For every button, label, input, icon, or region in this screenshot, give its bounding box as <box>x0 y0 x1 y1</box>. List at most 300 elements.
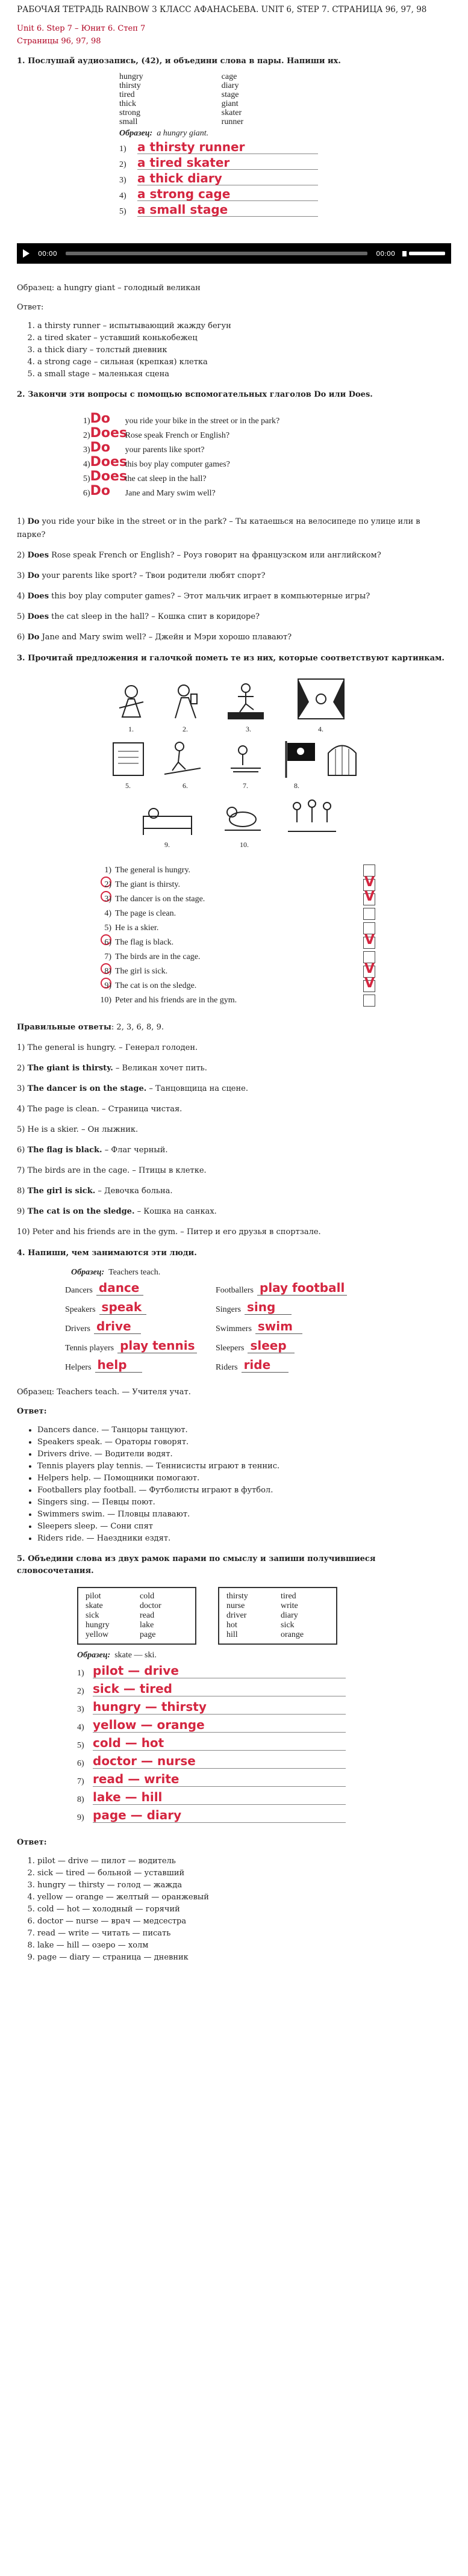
item-text: The general is hungry. <box>115 866 191 875</box>
ans-text: He is a skier. – Он лыжник. <box>27 1125 139 1134</box>
breadcrumb: Unit 6. Step 7 – Юнит 6. Степ 7 <box>17 24 146 33</box>
checkbox[interactable] <box>363 995 375 1007</box>
item-num: 3) <box>104 895 111 904</box>
sample-text: skate — ski. <box>114 1651 157 1660</box>
checkbox[interactable] <box>363 889 375 905</box>
item-num: 6) <box>104 938 111 947</box>
word-box-left <box>77 1587 196 1645</box>
task1-sample <box>119 129 451 138</box>
list-item: 2. sick — tired — больной — уставший <box>37 1867 451 1879</box>
ans-text: your parents like sport? – Твои родители любят спорт? <box>42 571 266 580</box>
handwritten-answer: read — write <box>93 1772 346 1787</box>
time-duration: 00:00 <box>376 249 395 258</box>
item-text: The page is clean. <box>115 909 176 918</box>
pic-num: 7. <box>243 781 248 790</box>
word-box-right <box>218 1587 337 1645</box>
ans-num: 4) <box>17 592 25 601</box>
check-mark: V <box>364 976 375 991</box>
item-text: The birds are in the cage. <box>115 952 201 961</box>
ans-bold: The cat is on the sledge. <box>27 1207 135 1216</box>
item-text: He is a skier. <box>115 923 159 933</box>
word: diary <box>281 1611 298 1620</box>
ans-text: the cat sleep in the hall? – Кошка спит в коридоре? <box>51 612 260 621</box>
word: write <box>281 1601 298 1610</box>
do-line <box>83 484 451 498</box>
list-item: • Drivers drive. — Водители водят. <box>37 1448 451 1460</box>
ans-text: – Кошка на санках. <box>134 1207 217 1216</box>
speaker-icon[interactable] <box>402 251 407 256</box>
task3-checklist <box>98 863 375 1008</box>
ans-bold: The dancer is on the stage. <box>27 1084 147 1093</box>
line-num: 3) <box>83 445 90 455</box>
pic-num: 6. <box>183 781 188 790</box>
ans-text: you ride your bike in the street or in the park? – Ты катаешься на велосипеде по улице или в парке? <box>17 517 420 539</box>
sample-text: a hungry giant. <box>157 129 209 138</box>
task2-answer <box>17 590 451 603</box>
handwritten-answer: cold — hot <box>93 1736 346 1751</box>
profession: Riders <box>216 1363 238 1372</box>
word: doctor <box>140 1601 161 1610</box>
line-num: 6) <box>77 1759 84 1768</box>
pic-num: 10. <box>240 840 249 849</box>
handwritten-line <box>119 201 451 217</box>
list-item: • Speakers speak. — Ораторы говорят. <box>37 1436 451 1448</box>
task3-heading: 3. Прочитай предложения и галочкой пометь те из них, которые соответствуют картинкам. <box>17 654 445 663</box>
do-line <box>83 455 451 470</box>
line-num: 3) <box>77 1705 84 1714</box>
profession-line <box>65 1280 216 1296</box>
profession: Dancers <box>65 1286 93 1295</box>
list-item: • Helpers help. — Помощники помогают. <box>37 1473 451 1485</box>
handwritten-answer: ride <box>242 1358 289 1373</box>
item-num: 5) <box>104 923 111 933</box>
list-item: • Swimmers swim. — Пловцы плавают. <box>37 1509 451 1521</box>
line-text: Rose speak French or English? <box>125 431 230 440</box>
item-text: The dancer is on the stage. <box>115 895 205 904</box>
ans-num: 1) <box>17 517 25 526</box>
ans-num: 8) <box>17 1187 25 1196</box>
pair-lines <box>77 1660 451 1823</box>
task4-exercise <box>65 1268 451 1373</box>
line-num: 4) <box>77 1723 84 1732</box>
ans-text: Rose speak French or English? – Роуз говорит на французском или английском? <box>51 551 381 560</box>
ans-num: 2) <box>17 1064 25 1073</box>
checklist-row <box>98 976 375 993</box>
list-item: 9. page — diary — страница — дневник <box>37 1952 451 1964</box>
profession: Footballers <box>216 1286 254 1295</box>
profession: Helpers <box>65 1363 92 1372</box>
list-item: • Footballers play football. — Футболисты играют в футбол. <box>37 1485 451 1497</box>
profession: Sleepers <box>216 1344 245 1353</box>
word: page <box>140 1630 156 1639</box>
ans-bold: Do <box>27 517 40 526</box>
line-num: 4) <box>83 460 90 469</box>
check-mark: V <box>364 933 375 948</box>
ans-bold: Does <box>27 612 49 621</box>
ans-bold: Do <box>27 633 40 642</box>
checkbox[interactable] <box>363 976 375 992</box>
handwritten-answer: Do <box>90 411 111 426</box>
checkbox[interactable] <box>363 933 375 949</box>
line-num: 5) <box>119 207 126 216</box>
list-item: 5. cold — hot — холодный — горячий <box>37 1904 451 1916</box>
line-num: 4) <box>119 191 126 200</box>
list-item: 2. a tired skater – уставший конькобежец <box>37 332 451 344</box>
do-line <box>83 441 451 455</box>
handwritten-answer: play tennis <box>117 1338 197 1353</box>
list-item: • Dancers dance. — Танцоры танцуют. <box>37 1424 451 1436</box>
line-num: 1) <box>77 1669 84 1678</box>
item-num: 1) <box>104 866 111 875</box>
list-item: 3. hungry — thirsty — голод — жажда <box>37 1879 451 1892</box>
word: orange <box>281 1630 304 1639</box>
task3-answer <box>17 1123 451 1137</box>
handwritten-answer: drive <box>94 1319 141 1334</box>
word: hot <box>226 1621 237 1630</box>
checkbox[interactable] <box>363 908 375 920</box>
handwritten-answer: Does <box>90 426 128 441</box>
word: cage <box>221 72 237 81</box>
right-values: : 2, 3, 6, 8, 9. <box>111 1023 164 1032</box>
handwritten-answer: a thick diary <box>137 172 318 185</box>
pair-line <box>77 1678 451 1696</box>
item-num: 10) <box>100 996 111 1005</box>
handwritten-answer: sleep <box>248 1338 295 1353</box>
task3-answer <box>17 1226 451 1239</box>
handwritten-line <box>119 138 451 154</box>
task3-answer <box>17 1103 451 1116</box>
picture-cat-icon <box>219 795 267 837</box>
line-text: the cat sleep in the hall? <box>125 474 207 483</box>
sample-label: Образец: <box>119 129 153 138</box>
audio-progress-bar[interactable] <box>66 252 368 255</box>
answer-label: Ответ: <box>17 1407 47 1416</box>
picture-general-icon <box>110 681 152 723</box>
handwritten-answer: swim <box>255 1319 302 1334</box>
task3-answer <box>17 1082 451 1096</box>
list-item: 6. doctor — nurse — врач — медсестра <box>37 1916 451 1928</box>
ans-num: 4) <box>17 1105 25 1114</box>
handwritten-answer: speak <box>99 1300 146 1315</box>
do-line <box>83 426 451 441</box>
item-text: The giant is thirsty. <box>115 880 180 889</box>
ans-bold: Do <box>27 571 40 580</box>
item-num: 2) <box>104 880 111 889</box>
word: sick <box>281 1621 295 1630</box>
task3-answer <box>17 1164 451 1178</box>
word: hungry <box>86 1621 110 1630</box>
ans-num: 5) <box>17 612 25 621</box>
task3-answer <box>17 1144 451 1157</box>
line-text: Jane and Mary swim well? <box>125 489 216 498</box>
check-mark: V <box>364 875 375 890</box>
item-num: 8) <box>104 967 111 976</box>
item-text: The girl is sick. <box>115 967 168 976</box>
item-text: Peter and his friends are in the gym. <box>115 996 237 1005</box>
profession: Singers <box>216 1305 241 1314</box>
pic-num: 9. <box>164 840 170 849</box>
profession-line <box>216 1338 366 1353</box>
profession-line <box>216 1299 366 1315</box>
profession: Speakers <box>65 1305 96 1314</box>
handwritten-line <box>119 185 451 201</box>
handwritten-answer: doctor — nurse <box>93 1754 346 1769</box>
word: small <box>119 117 138 126</box>
picture-dancer-icon <box>225 681 267 723</box>
word: tired <box>281 1592 296 1601</box>
item-text: The flag is black. <box>115 938 174 947</box>
word: tired <box>119 90 135 99</box>
handwritten-answer: yellow — orange <box>93 1718 346 1733</box>
line-num: 1) <box>119 144 126 154</box>
handwritten-answer: Do <box>90 440 111 455</box>
checklist-row <box>98 921 375 936</box>
list-item: 1. pilot — drive — пилот — водитель <box>37 1855 451 1867</box>
play-icon[interactable] <box>23 249 30 258</box>
ans-bold: The flag is black. <box>27 1146 102 1155</box>
task4-answers <box>17 1424 451 1545</box>
right-label: Правильные ответы <box>17 1023 111 1032</box>
task1-answers <box>17 320 451 380</box>
picture-skier-icon <box>161 738 204 780</box>
pair-line <box>77 1769 451 1787</box>
ans-num: 2) <box>17 551 25 560</box>
pic-num: 3. <box>246 725 251 733</box>
item-num: 9) <box>104 981 111 990</box>
checklist-row <box>98 993 375 1008</box>
volume-slider[interactable] <box>409 252 445 255</box>
pair-line <box>77 1787 451 1805</box>
profession-line <box>216 1318 366 1334</box>
task5-sample <box>77 1651 451 1660</box>
word: thirsty <box>226 1592 248 1601</box>
answer-label: Ответ: <box>17 303 44 312</box>
ans-text: – Танцовщица на сцене. <box>146 1084 248 1093</box>
ans-num: 6) <box>17 1146 25 1155</box>
word: pilot <box>86 1592 101 1601</box>
profession: Swimmers <box>216 1324 252 1333</box>
word: hungry <box>119 72 143 81</box>
ans-num: 7) <box>17 1166 25 1175</box>
pair-line <box>77 1696 451 1715</box>
picture-stage-icon <box>297 678 345 720</box>
task5-exercise <box>77 1651 451 1823</box>
ans-text: Jane and Mary swim well? – Джейн и Мэри хорошо плавают? <box>42 633 292 642</box>
checklist-row <box>98 907 375 921</box>
line-text: your parents like sport? <box>125 445 205 455</box>
list-item: • Sleepers sleep. — Сони спят <box>37 1521 451 1533</box>
handwritten-answer: help <box>95 1358 142 1373</box>
profession-line <box>65 1357 216 1373</box>
item-num: 4) <box>104 909 111 918</box>
checklist-row <box>98 933 375 950</box>
word: thirsty <box>119 81 141 90</box>
pair-line <box>77 1733 451 1751</box>
handwritten-answer: sing <box>245 1300 292 1315</box>
profession-line <box>65 1318 216 1334</box>
ans-bold: The giant is thirsty. <box>27 1064 113 1073</box>
picture-giant-icon <box>164 681 207 723</box>
handwritten-line <box>119 170 451 185</box>
check-mark: V <box>364 961 375 976</box>
task4-heading: 4. Напиши, чем занимаются эти люди. <box>17 1249 197 1258</box>
word: giant <box>221 99 239 108</box>
handwritten-answer: page — diary <box>93 1808 346 1823</box>
task5-answers <box>17 1855 451 1964</box>
word: strong <box>119 108 140 117</box>
task2-answer <box>17 515 451 542</box>
task4-example: Образец: Teachers teach. — Учителя учат. <box>17 1388 191 1397</box>
ans-text: this boy play computer games? – Этот мальчик играет в компьютерные игры? <box>51 592 370 601</box>
ans-num: 10) <box>17 1227 30 1237</box>
picture-sledge-icon <box>225 738 267 780</box>
item-num: 7) <box>104 952 111 961</box>
handwritten-answer: Does <box>90 455 128 470</box>
checklist-row <box>98 950 375 964</box>
checklist-row <box>98 863 375 878</box>
ans-bold: Does <box>27 551 49 560</box>
task3-answer <box>17 1205 451 1218</box>
list-item: 4. a strong cage – сильная (крепкая) клетка <box>37 356 451 368</box>
line-num: 6) <box>83 489 90 498</box>
do-line <box>83 470 451 484</box>
prof-grid <box>65 1280 451 1373</box>
ans-text: The general is hungry. – Генерал голоден. <box>27 1043 198 1052</box>
task3-answer <box>17 1185 451 1198</box>
handwritten-answer: dance <box>96 1280 143 1296</box>
ans-text: The page is clean. – Страница чистая. <box>27 1105 183 1114</box>
line-num: 5) <box>83 474 90 483</box>
list-item: 7. read — write — читать — писать <box>37 1928 451 1940</box>
handwritten-answer: Do <box>90 483 111 498</box>
line-num: 2) <box>83 431 90 440</box>
line-num: 5) <box>77 1741 84 1750</box>
word: diary <box>221 81 239 90</box>
pages-line: Страницы 96, 97, 98 <box>17 37 101 46</box>
word: hill <box>226 1630 238 1639</box>
word: skater <box>221 108 242 117</box>
handwritten-answer: play football <box>257 1280 347 1296</box>
picture-sick-girl-icon <box>140 795 195 837</box>
ans-text: – Великан хочет пить. <box>113 1064 207 1073</box>
ans-bold: The girl is sick. <box>27 1187 96 1196</box>
pair-line <box>77 1715 451 1733</box>
line-text: you ride your bike in the street or in the park? <box>125 417 280 426</box>
ans-num: 9) <box>17 1207 25 1216</box>
handwritten-answer: hungry — thirsty <box>93 1699 346 1715</box>
handwritten-line <box>119 154 451 170</box>
item-text: The cat is on the sledge. <box>115 981 197 990</box>
handwritten-answer: a tired skater <box>137 156 318 170</box>
ans-num: 5) <box>17 1125 25 1134</box>
task3-answer <box>17 1062 451 1075</box>
task1-example: Образец: a hungry giant – голодный великан <box>17 284 201 293</box>
task5-heading: 5. Объедини слова из двух рамок парами по смыслу и запиши получившиеся словосочетания. <box>17 1554 376 1575</box>
line-num: 8) <box>77 1795 84 1804</box>
handwritten-answer: a thirsty runner <box>137 140 318 154</box>
right-answers <box>17 1021 451 1034</box>
task2-answer <box>17 549 451 562</box>
handwritten-answer: a strong cage <box>137 187 318 201</box>
pic-num: 1. <box>128 725 134 733</box>
word: thick <box>119 99 136 108</box>
pic-num: 2. <box>183 725 188 733</box>
word: driver <box>226 1611 247 1620</box>
task5-boxes <box>77 1587 451 1645</box>
pair-line <box>77 1805 451 1823</box>
sample-label: Образец: <box>71 1268 105 1277</box>
word: lake <box>140 1621 154 1630</box>
ans-num: 6) <box>17 633 25 642</box>
audio-player <box>17 243 451 264</box>
page-title: РАБОЧАЯ ТЕТРАДЬ RAINBOW 3 КЛАСС АФАНАСЬЕВА. UNIT 6, STEP 7. СТРАНИЦА 96, 97, 98 <box>17 5 427 14</box>
volume-control[interactable] <box>402 251 445 256</box>
task3-answers <box>17 1041 451 1239</box>
checklist-row <box>98 961 375 979</box>
line-num: 7) <box>77 1777 84 1786</box>
profession: Drivers <box>65 1324 90 1333</box>
word: read <box>140 1611 155 1620</box>
list-item: • Riders ride. — Наездники ездят. <box>37 1533 451 1545</box>
sample-text: Teachers teach. <box>108 1268 161 1277</box>
task4-sample <box>71 1268 451 1277</box>
pic-num: 5. <box>125 781 131 790</box>
answer-label: Ответ: <box>17 1838 47 1847</box>
task2-answer <box>17 631 451 644</box>
list-item: 8. lake — hill — озеро — холм <box>37 1940 451 1952</box>
picture-cage-icon <box>321 738 363 780</box>
line-num: 3) <box>119 176 126 185</box>
ans-text: Peter and his friends are in the gym. – Питер и его друзья в спортзале. <box>32 1227 321 1237</box>
line-num: 9) <box>77 1813 84 1822</box>
do-line <box>83 412 451 426</box>
list-item: 3. a thick diary – толстый дневник <box>37 344 451 356</box>
line-num: 2) <box>119 160 126 169</box>
checklist-row <box>98 875 375 892</box>
ans-num: 1) <box>17 1043 25 1052</box>
ans-num: 3) <box>17 1084 25 1093</box>
profession-line <box>65 1299 216 1315</box>
profession: Tennis players <box>65 1344 114 1353</box>
handwritten-answer: pilot — drive <box>93 1663 346 1678</box>
task2-heading: 2. Закончи эти вопросы с помощью вспомогательных глаголов Do или Does. <box>17 390 373 399</box>
picture-flag-icon <box>279 738 321 780</box>
word: sick <box>86 1611 99 1620</box>
list-item: 4. yellow — orange — желтый — оранжевый <box>37 1892 451 1904</box>
task2-exercise <box>83 412 451 498</box>
handwritten-answer: Does <box>90 469 128 484</box>
pair-line <box>77 1660 451 1678</box>
list-item: 5. a small stage – маленькая сцена <box>37 368 451 380</box>
pic-num: 4. <box>318 725 323 733</box>
profession-line <box>216 1357 366 1373</box>
task3-pictures <box>104 678 363 858</box>
list-item: 1. a thirsty runner – испытывающий жажду бегун <box>37 320 451 332</box>
checklist-row <box>98 889 375 907</box>
pic-num: 8. <box>294 781 299 790</box>
ans-text: The birds are in the cage. – Птицы в клетке. <box>27 1166 207 1175</box>
picture-gym-icon <box>285 795 339 837</box>
list-item: • Singers sing. — Певцы поют. <box>37 1497 451 1509</box>
handwritten-answer: a small stage <box>137 203 318 217</box>
task1-col2 <box>222 72 244 126</box>
task2-answer <box>17 570 451 583</box>
profession-line <box>65 1338 216 1353</box>
handwritten-answer: sick — tired <box>93 1681 346 1696</box>
time-current: 00:00 <box>38 249 57 258</box>
line-num: 1) <box>83 417 90 426</box>
task2-answer <box>17 610 451 624</box>
